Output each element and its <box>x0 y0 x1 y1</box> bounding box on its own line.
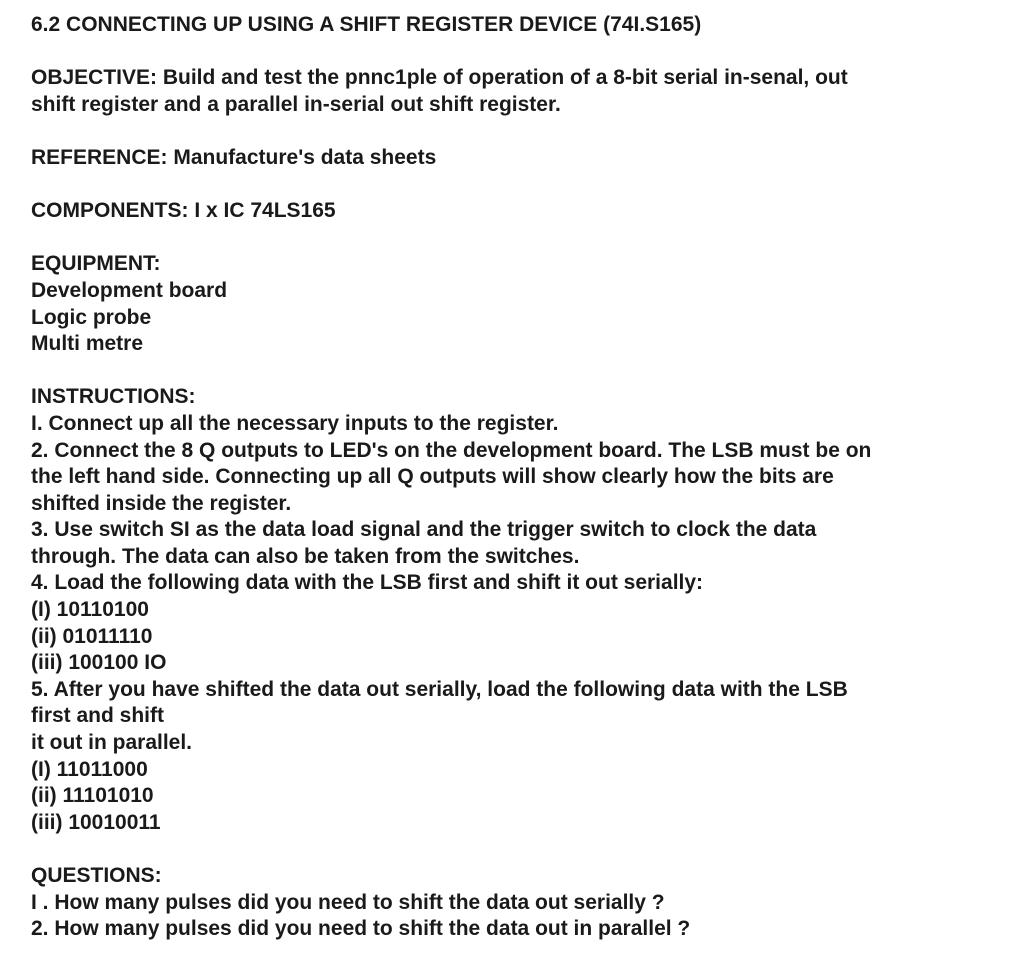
equipment-item: Multi metre <box>31 332 144 356</box>
equipment-item: Development board <box>31 278 228 302</box>
instruction-line: shifted inside the register. <box>31 491 292 515</box>
equipment-item: Logic probe <box>31 305 152 329</box>
instructions-heading: INSTRUCTIONS: <box>31 385 196 409</box>
objective-line-1: OBJECTIVE: Build and test the pnnc1ple of operation of a 8-bit serial in-senal, out <box>31 66 848 90</box>
parallel-data-item: (I) 11011000 <box>31 757 148 781</box>
serial-data-item: (I) 10110100 <box>31 598 149 622</box>
instruction-line: through. The data can also be taken from the switches. <box>31 544 580 568</box>
equipment-heading: EQUIPMENT: <box>31 252 161 276</box>
reference-line: REFERENCE: Manufacture's data sheets <box>31 145 437 169</box>
questions-heading: QUESTIONS: <box>31 864 162 887</box>
question-item: I . How many pulses did you need to shift the data out serially ? <box>31 890 665 914</box>
instruction-line: 2. Connect the 8 Q outputs to LED's on the development board. The LSB must be on <box>31 438 872 462</box>
objective-line-2: shift register and a parallel in-serial out shift register. <box>31 92 561 116</box>
components-line: COMPONENTS: I x IC 74LS165 <box>31 199 336 223</box>
parallel-data-item: (iii) 10010011 <box>31 810 161 834</box>
question-item: 2. How many pulses did you need to shift the data out in parallel ? <box>31 917 691 941</box>
instruction-line: it out in parallel. <box>31 731 193 755</box>
instruction-line: I. Connect up all the necessary inputs to the register. <box>31 411 559 435</box>
serial-data-item: (iii) 100100 IO <box>31 651 167 675</box>
parallel-data-item: (ii) 11101010 <box>31 784 154 808</box>
instruction-line: the left hand side. Connecting up all Q outputs will show clearly how the bits are <box>31 465 834 489</box>
instruction-line: 5. After you have shifted the data out serially, load the following data with the LSB <box>31 677 848 701</box>
section-title: 6.2 CONNECTING UP USING A SHIFT REGISTER DEVICE (74I.S165) <box>31 13 702 36</box>
instruction-line: 4. Load the following data with the LSB first and shift it out serially: <box>31 571 704 595</box>
instruction-line: 3. Use switch SI as the data load signal and the trigger switch to clock the data <box>31 518 817 542</box>
instruction-line: first and shift <box>31 704 165 728</box>
serial-data-item: (ii) 01011110 <box>31 624 153 648</box>
